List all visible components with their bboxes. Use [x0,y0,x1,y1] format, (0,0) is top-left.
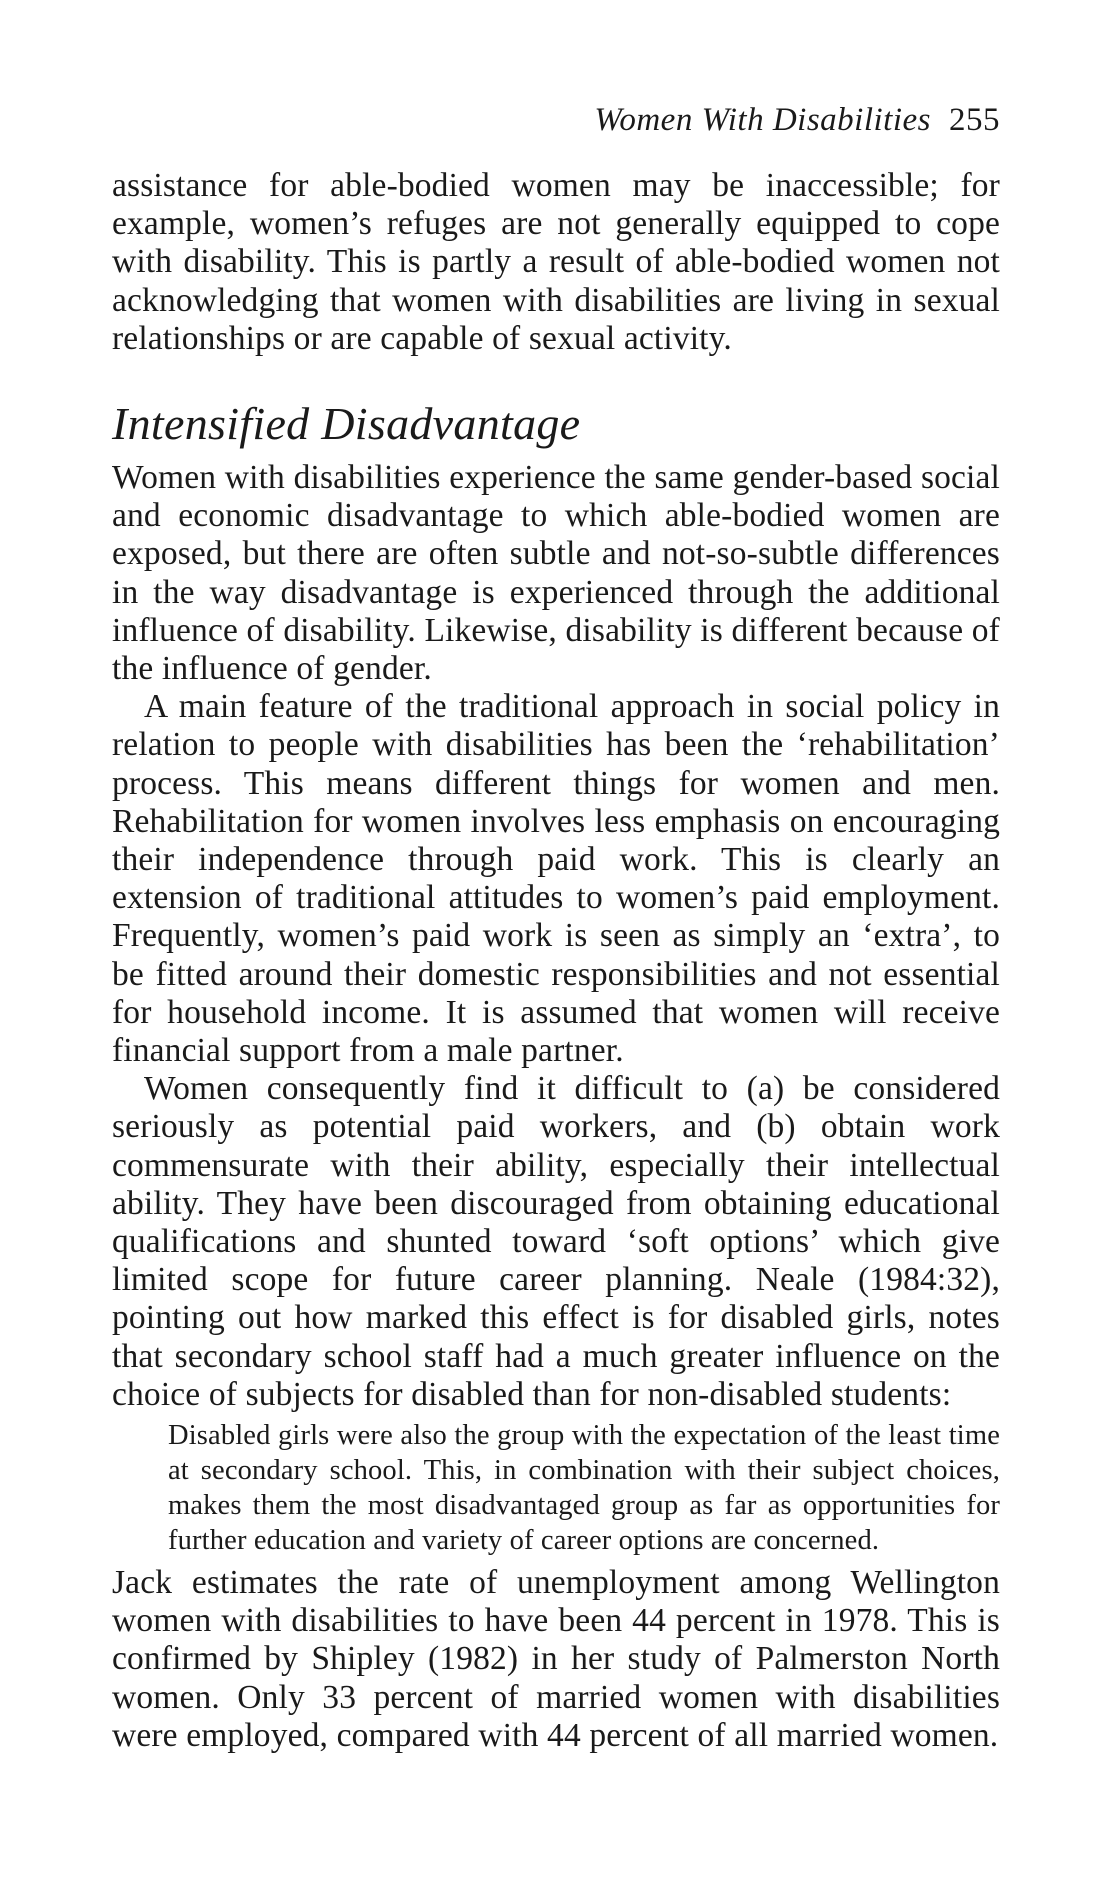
section-heading: Intensified Disadvantage [112,398,581,449]
running-head [112,100,1000,140]
body-paragraph-3: Women consequently find it difficult to (a) be considered seriously as potential paid workers, and (b) obtain work commensurate with their ability, especially their intellectual ability. They have been discouraged from obtaining educational qualifications and shunted toward ‘soft options’ which give limited scope for future career planning. Neale (1984:32), pointing out how marked this effect is for disabled girls, notes that secondary school staff had a much greater influence on the choice of subjects for disabled than for non-disabled students: [112,1070,1000,1413]
section-body [112,459,1000,1755]
running-head-title: Women With Disabilities [594,102,931,138]
body-paragraph-2: A main feature of the traditional approach in social policy in relation to people with disabilities has been the ‘rehabilitation’ process. This means different things for women and men. Rehabilitation for women involves less emphasis on encouraging their independence through paid work. This is clearly an extension of traditional attitudes to women’s paid employment. Frequently, women’s paid work is seen as simply an ‘extra’, to be fitted around their domestic responsibilities and not essential for household income. It is assumed that women will receive financial support from a male partner. [112,688,1000,1070]
block-quote: Disabled girls were also the group with the expectation of the least time at secondary school. This, in combination with their subject choices, makes them the most disadvantaged group as far as opportunities for further education and variety of career options are concerned. [168,1420,1000,1557]
intro-paragraph: assistance for able-bodied women may be inaccessible; for example, women’s refuges are not generally equipped to cope with disability. This is partly a result of able-bodied women not acknowledging that women with disabilities are living in sexual relationships or are capable of sexual activity. [112,167,1000,357]
intro-paragraph-block [112,167,1000,358]
body-paragraph-1: Women with disabilities experience the same gender-based social and economic disadvantage to which able-bodied women are exposed, but there are often subtle and not-so-subtle differences in the way disadvantage is experienced through the additional influence of disability. Likewise, disability is different because of the influence of gender. [112,459,1000,688]
page-number: 255 [949,102,1000,138]
body-paragraph-4: Jack estimates the rate of unemployment among Wellington women with disabilities to have been 44 percent in 1978. This is confirmed by Shipley (1982) in her study of Palmerston North women. Only 33 percent of married women with disabilities were employed, compared with 44 percent of all married women. [112,1564,1000,1754]
